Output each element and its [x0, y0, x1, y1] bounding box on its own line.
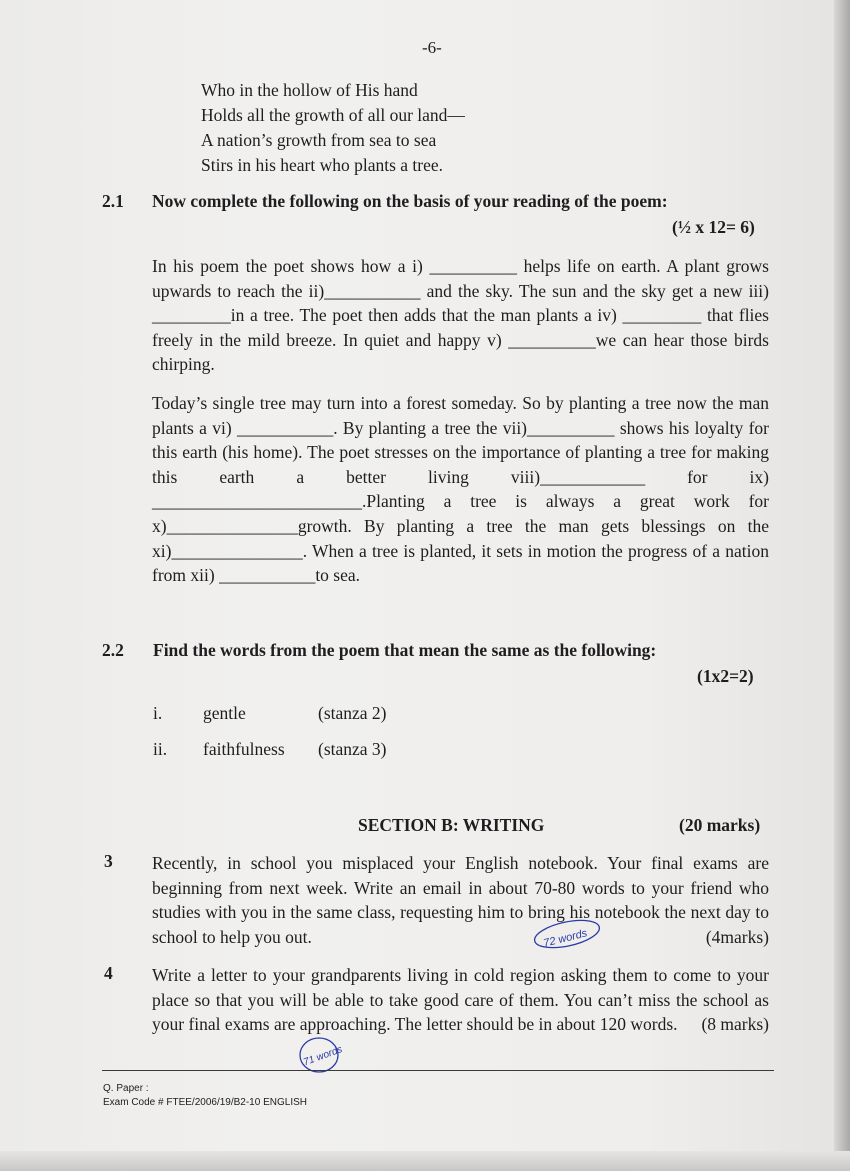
item-reference: (stanza 3) [318, 739, 387, 759]
poem-line: Holds all the growth of all our land— [201, 105, 465, 125]
poem-stanza [201, 78, 465, 178]
question-marks: (1x2=2) [697, 666, 754, 686]
question-marks: (4marks) [705, 926, 769, 947]
question-number: 2.1 [102, 191, 124, 211]
item-number: i. [153, 703, 163, 723]
question-number: 3 [104, 851, 113, 871]
section-title: SECTION B: WRITING [358, 815, 545, 835]
fill-blanks-paragraph-1: In his poem the poet shows how a i) __________ helps life on earth. A plant grows upwards to reach the ii)___________ and the sky. The sun and the sky get a new iii) _________in a tree. The poet then adds that the man plants a iv) _________ that flies freely in the mild breeze. In quiet and happy v) __________we can hear those birds chirping. [152, 256, 769, 375]
page-number: -6- [422, 38, 442, 57]
question-marks: (½ x 12= 6) [672, 217, 755, 237]
question-marks: (8 marks) [701, 1014, 769, 1035]
poem-line: Who in the hollow of His hand [201, 80, 418, 100]
question-number: 4 [104, 963, 113, 983]
footer-divider [102, 1070, 774, 1071]
page-edge-shadow [834, 0, 850, 1171]
item-word: faithfulness [203, 739, 285, 759]
item-word: gentle [203, 703, 246, 723]
item-number: ii. [153, 739, 168, 759]
question-text [152, 851, 769, 949]
question-text [152, 963, 769, 1037]
poem-line: Stirs in his heart who plants a tree. [201, 155, 444, 175]
handwritten-word-count-q4 [296, 1034, 344, 1078]
section-marks: (20 marks) [679, 815, 761, 835]
question-number: 2.2 [102, 640, 124, 660]
page-bottom-shadow [0, 1151, 850, 1171]
footer-line: Exam Code # FTEE/2006/19/B2-10 ENGLISH [103, 1097, 307, 1108]
handwritten-note: 71 words [301, 1044, 344, 1069]
handwritten-note: 72 words [542, 927, 589, 950]
question-body: Recently, in school you misplaced your English notebook. Your final exams are beginning from next week. Write an email in about 70-80 words to your friend who studies with you in the same class, requesting him to bring his notebook the next day to school to help you out. [152, 853, 769, 947]
fill-blanks-paragraph-2: Today’s single tree may turn into a forest someday. So by planting a tree now the man plants a vi) ___________. By planting a tree the vii)__________ shows his loyalty for this earth (his home). The poet stresses on the importance of planting a tree for making this earth a better living viii)____________ for ix) ________________________.Planting a tree is always a great work for x)_______________growth. By planting a tree the man gets blessings on the xi)_______________. When a tree is planted, it sets in motion the progress of a nation from xii) ___________to sea. [152, 393, 769, 586]
question-heading: Find the words from the poem that mean the same as the following: [153, 640, 657, 660]
footer [103, 1082, 307, 1110]
item-reference: (stanza 2) [318, 703, 387, 723]
footer-line: Q. Paper : [103, 1083, 149, 1094]
handwritten-word-count-q3 [530, 914, 606, 952]
question-heading: Now complete the following on the basis of your reading of the poem: [152, 191, 668, 211]
poem-line: A nation’s growth from sea to sea [201, 130, 437, 150]
question-body: Write a letter to your grandparents living in cold region asking them to come to your place so that you will be able to take good care of them. You can’t miss the school as your final exams are approaching. The letter should be in about 120 words. [152, 965, 769, 1035]
